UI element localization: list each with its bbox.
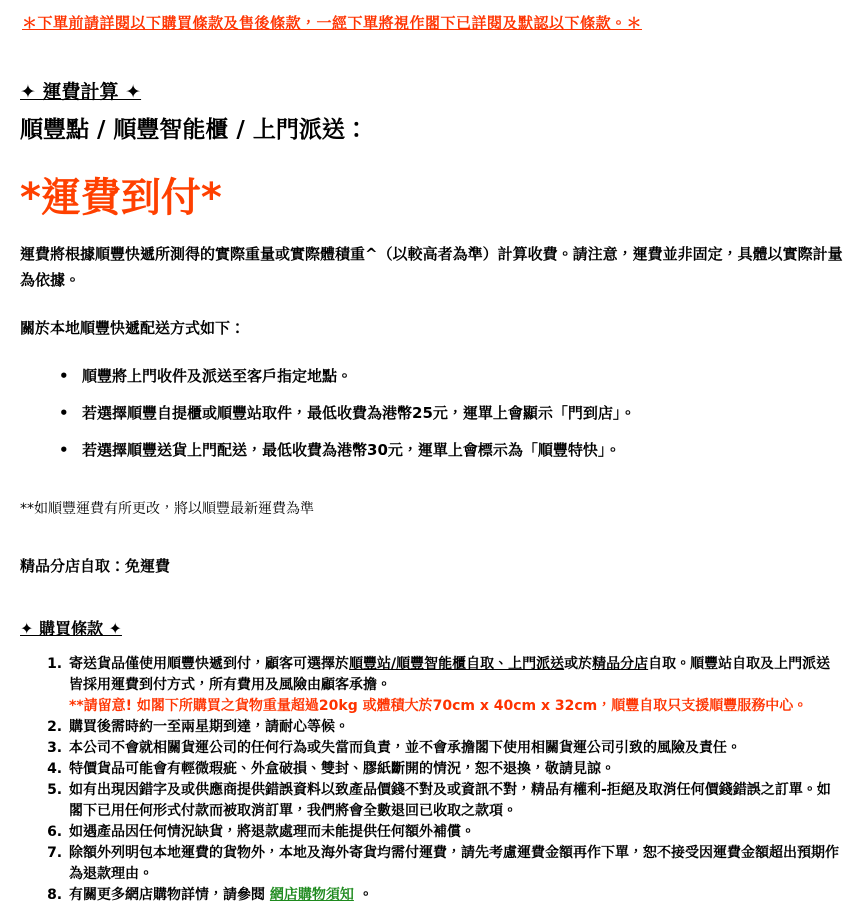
term-1-underlined-pickup-options: 順豐站/順豐智能櫃自取、上門派送: [349, 656, 565, 672]
term-8-text: 有關更多網店購物詳情，請參閱: [69, 887, 270, 903]
term-1-text: 寄送貨品僅使用順豐快遞到付，顧客可選擇於: [69, 656, 349, 672]
term-1-text: 或於: [564, 656, 593, 672]
online-store-shopping-guide-link[interactable]: 網店購物須知: [269, 887, 354, 903]
store-pickup-free-note: 精品分店自取：免運費: [20, 557, 171, 575]
delivery-methods-subheading: 順豐點 / 順豐智能櫃 / 上門派送：: [20, 117, 368, 143]
term-item-1: [67, 654, 843, 717]
purchase-terms-heading: ✦ 購買條款 ✦: [20, 619, 122, 638]
term-1-text: 自取。順豐站自取及上門派送皆採用運費到付方式，所有費用及風險由顧客承擔。: [69, 656, 831, 693]
pre-order-notice: ＊下單前請詳閱以下購買條款及售後條款，一經下單將視作閣下已詳閱及默認以下條款。＊: [22, 14, 643, 32]
term-item-3: 3. 本公司不會就相關貨運公司的任何行為或失當而負責，並不會承擔閣下使用相關貨運公司引致的風險及責任。: [67, 738, 843, 759]
weight-size-warning: **請留意! 如閣下所購買之貨物重量超過20kg 或體積大於70cm x 40cm x 32cm，順豐自取只支援順豐服務中心。: [69, 698, 808, 714]
term-item-2: 2. 購買後需時約一至兩星期到達，請耐心等候。: [67, 717, 843, 738]
purchase-terms-list: [20, 654, 843, 906]
list-item: • 順豐將上門收件及派送至客戶指定地點。: [82, 366, 843, 386]
shipping-calculation-heading: ✦ 運費計算 ✦: [20, 81, 142, 103]
freight-collect-title: *運費到付*: [20, 175, 222, 221]
delivery-methods-list: [20, 366, 843, 460]
term-8-text: 。: [353, 887, 373, 903]
freight-calculation-intro: 運費將根據順豐快遞所測得的實際重量或實際體積重^（以較高者為準）計算收費。請注意，運費並非固定，具體以實際計量為依據。: [20, 245, 843, 289]
list-item: • 若選擇順豐自提櫃或順豐站取件，最低收費為港幣25元，運單上會顯示「門到店」。: [82, 403, 843, 423]
term-item-5: 5. 如有出現因錯字及或供應商提供錯誤資料以致產品價錢不對及或資訊不對，精品有權利-拒絕及取消任何價錢錯誤之訂單。如閣下已用任何形式付款而被取消訂單，我們將會全數退回已收取之款項。: [67, 780, 843, 822]
list-item: • 若選擇順豐送貨上門配送，最低收費為港幣30元，運單上會標示為「順豐特快」。: [82, 440, 843, 460]
term-1-underlined-boutique: 精品分店: [592, 656, 649, 672]
term-item-8: [67, 885, 843, 906]
term-item-4: 4. 特價貨品可能會有輕微瑕疵、外盒破損、雙封、膠紙斷開的情況，恕不退換，敬請見諒。: [67, 759, 843, 780]
freight-change-note: **如順豐運費有所更改，將以順豐最新運費為準: [20, 501, 314, 517]
term-item-6: 6. 如遇產品因任何情況缺貨，將退款處理而未能提供任何額外補償。: [67, 822, 843, 843]
term-item-7: 7. 除額外列明包本地運費的貨物外，本地及海外寄貨均需付運費，請先考慮運費金額再作下單，恕不接受因運費金額超出預期作為退款理由。: [67, 843, 843, 885]
local-delivery-intro: 關於本地順豐快遞配送方式如下：: [20, 319, 246, 337]
